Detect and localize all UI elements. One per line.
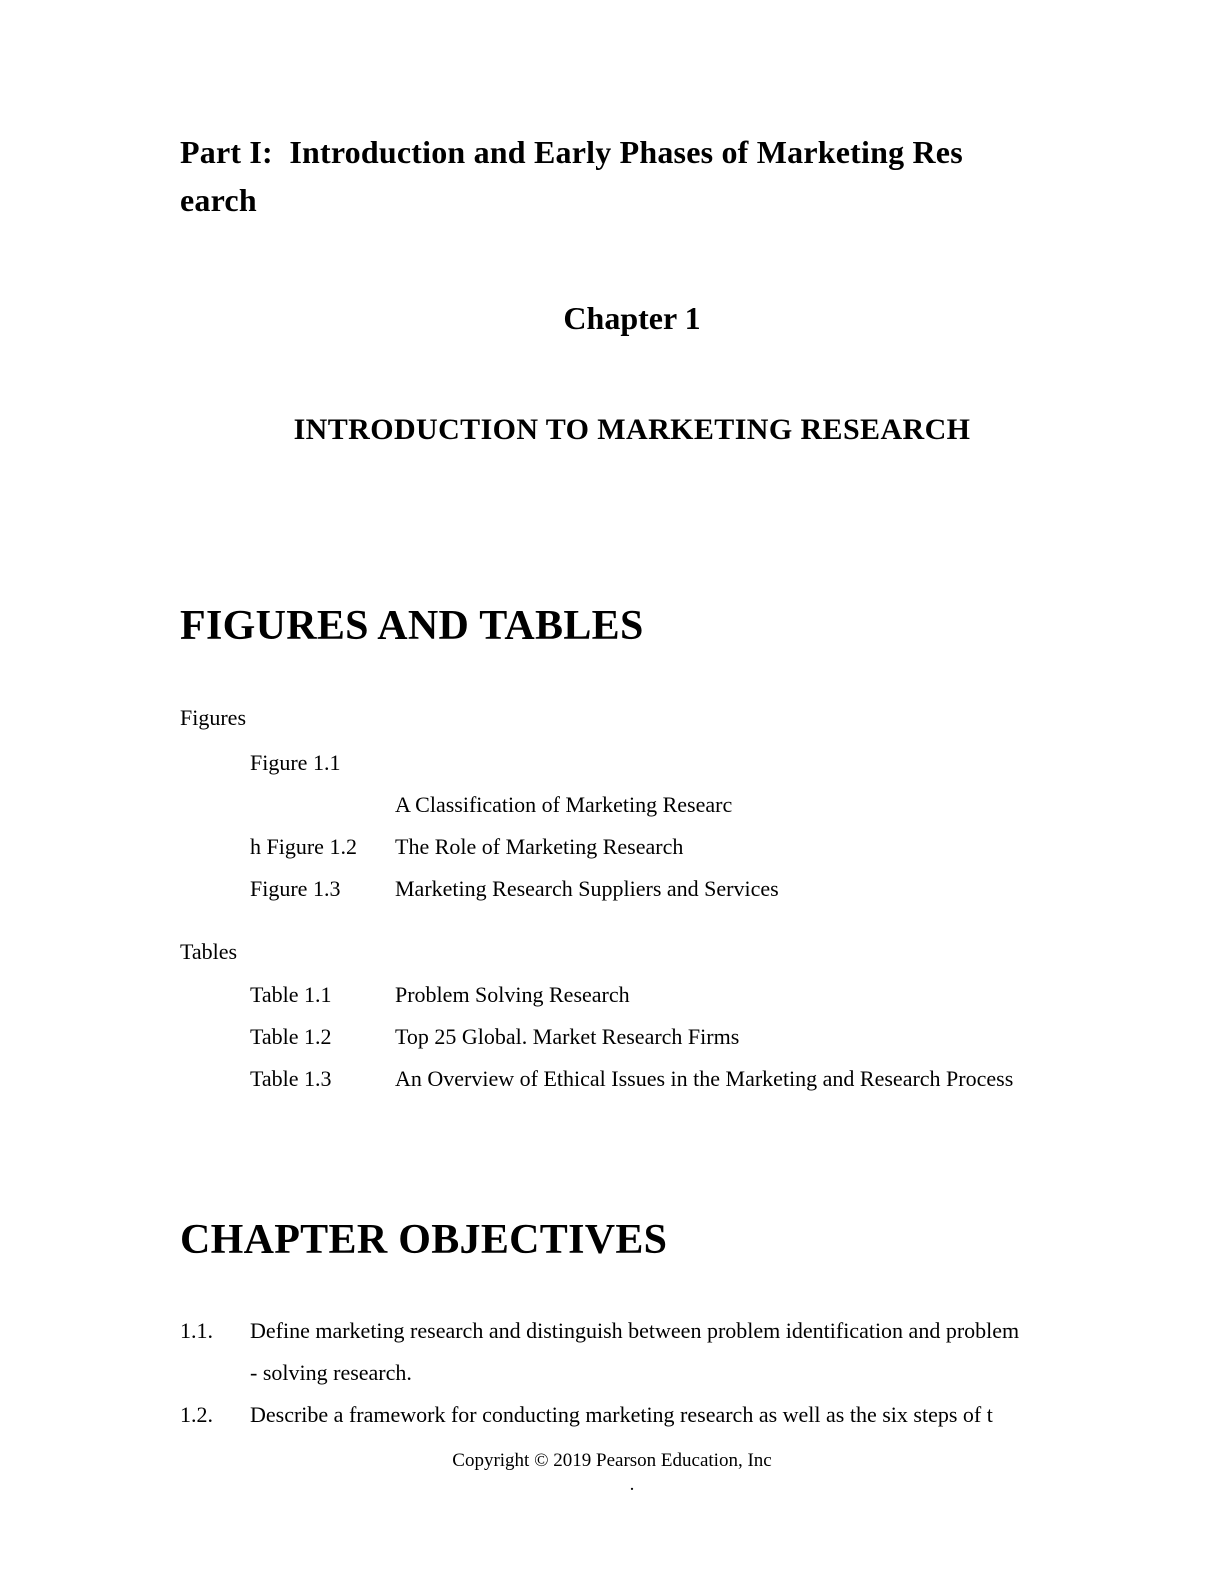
chapter-objectives-heading: CHAPTER OBJECTIVES (180, 1217, 668, 1263)
table-caption: Top 25 Global. Market Research Firms (395, 1024, 740, 1049)
figure-list-item (180, 784, 1084, 826)
objective-text-line: - solving research. (250, 1360, 412, 1385)
figure-list-item (180, 826, 1084, 868)
figure-list-item (180, 742, 1084, 784)
figure-ref: Figure 1.1 (250, 750, 341, 775)
chapter-title: INTRODUCTION TO MARKETING RESEARCH (293, 413, 971, 446)
figure-list-item (180, 868, 1084, 910)
objective-number: 1.2. (180, 1402, 213, 1427)
figure-ref: h Figure 1.2 (250, 834, 357, 859)
objective-item (180, 1310, 1084, 1394)
objective-number: 1.1. (180, 1318, 213, 1343)
table-caption: Problem Solving Research (395, 982, 630, 1007)
objective-text-line: Describe a framework for conducting marketing research as well as the six steps of t (250, 1402, 993, 1427)
copyright-notice: Copyright © 2019 Pearson Education, Inc (452, 1450, 772, 1471)
tables-list (180, 974, 1084, 1100)
part-title-line1: Part I: Introduction and Early Phases of Marketing Res (180, 134, 963, 170)
table-ref: Table 1.1 (250, 982, 332, 1007)
page-footer (0, 1448, 1224, 1496)
table-list-item (180, 1016, 1084, 1058)
figure-ref: Figure 1.3 (250, 876, 341, 901)
tables-section-label: Tables (180, 939, 238, 964)
chapter-number: Chapter 1 (563, 300, 701, 336)
figure-caption: The Role of Marketing Research (395, 834, 684, 859)
table-list-item (180, 974, 1084, 1016)
objective-text (250, 1310, 1084, 1394)
figures-section-label: Figures (180, 705, 246, 730)
table-ref: Table 1.3 (250, 1066, 332, 1091)
figures-and-tables-heading: FIGURES AND TABLES (180, 603, 644, 649)
figure-caption: A Classification of Marketing Researc (395, 792, 733, 817)
footer-period: . (629, 1474, 635, 1495)
objectives-list (180, 1310, 1084, 1436)
part-title-line2: earch (180, 182, 257, 218)
figures-list (180, 742, 1084, 910)
table-caption: An Overview of Ethical Issues in the Marketing and Research Process (395, 1066, 1014, 1091)
figure-caption: Marketing Research Suppliers and Services (395, 876, 779, 901)
objective-item (180, 1394, 1084, 1436)
figure-caption (395, 742, 1084, 784)
objective-text (250, 1394, 1084, 1436)
objective-text-line: Define marketing research and distinguish between problem identification and problem (250, 1318, 1020, 1343)
figure-ref (250, 784, 395, 826)
table-ref: Table 1.2 (250, 1024, 332, 1049)
table-list-item (180, 1058, 1084, 1100)
part-title (180, 128, 1084, 224)
